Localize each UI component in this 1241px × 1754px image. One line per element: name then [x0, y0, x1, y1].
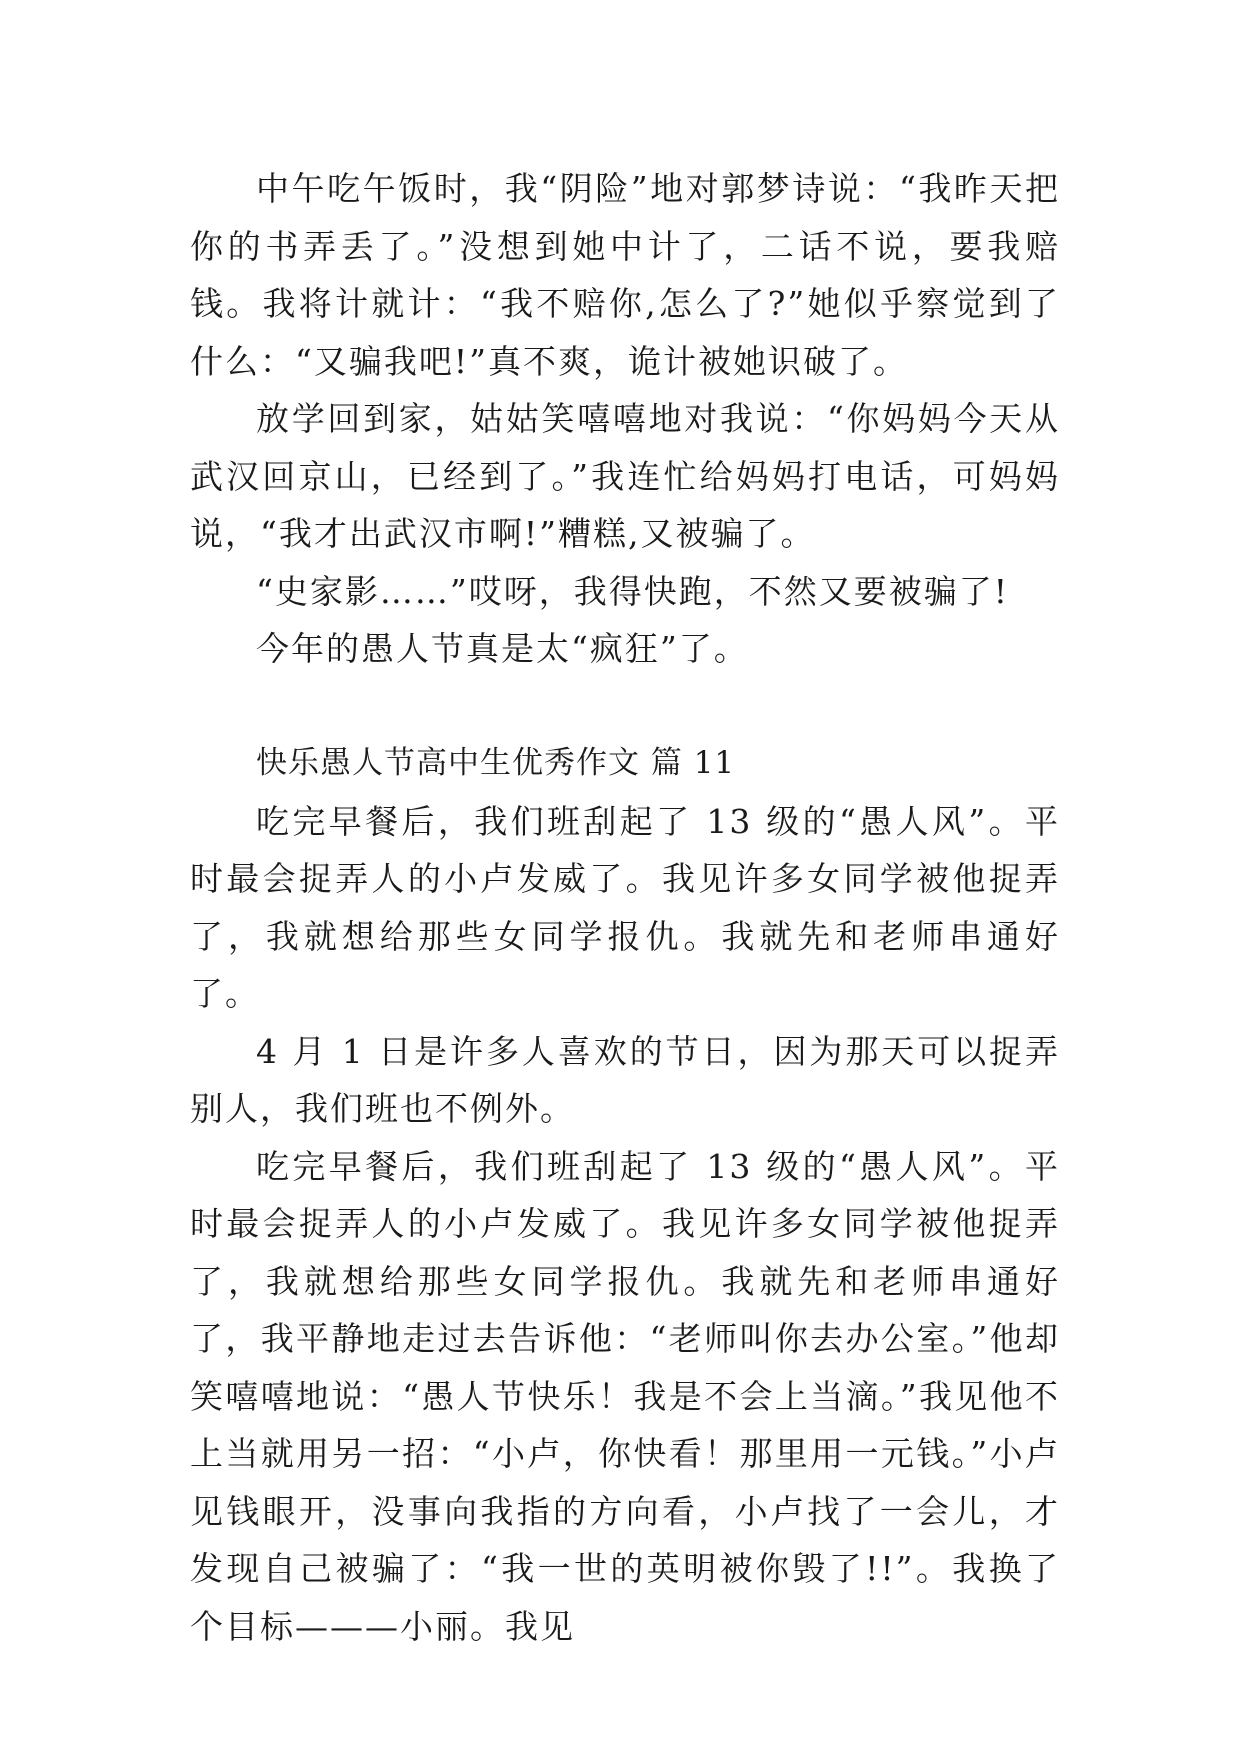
section-heading: 快乐愚人节高中生优秀作文 篇 11 [256, 745, 736, 781]
paragraph-run: “史家影……”哎呀，我得快跑，不然又要被骗了! [256, 571, 1010, 611]
section-spacer [190, 678, 1060, 736]
paragraph-lunch: 中午吃午饭时，我“阴险”地对郭梦诗说：“我昨天把你的书弄丢了。”没想到她中计了，二话不说，要我赔钱。我将计就计：“我不赔你,怎么了?”她似乎察觉到了什么：“又骗我吧!”真不爽，诡计被她识破了。 [190, 169, 1060, 381]
paragraph-breakfast-full: 吃完早餐后，我们班刮起了 13 级的“愚人风”。平时最会捉弄人的小卢发威了。我见许多女同学被他捉弄了，我就想给那些女同学报仇。我就先和老师串通好了，我平静地走过去告诉他：“老师叫你去办公室。”他却笑嘻嘻地说：“愚人节快乐！我是不会上当滴。”我见他不上当就用另一招：“小卢，你快看！那里用一元钱。”小卢见钱眼开，没事向我指的方向看，小卢找了一会儿，才发现自己被骗了：“我一世的英明被你毁了!!”。我换了个目标———小丽。我见 [190, 1146, 1060, 1646]
paragraph-home: 放学回到家，姑姑笑嘻嘻地对我说：“你妈妈今天从武汉回京山，已经到了。”我连忙给妈妈打电话，可妈妈说，“我才出武汉市啊!”糟糕,又被骗了。 [190, 399, 1060, 553]
paragraph-conclusion: 今年的愚人节真是太“疯狂”了。 [256, 629, 749, 668]
paragraph-april-first: 4 月 1 日是许多人喜欢的节日，因为那天可以捉弄别人，我们班也不例外。 [190, 1031, 1060, 1128]
paragraph-breakfast: 吃完早餐后，我们班刮起了 13 级的“愚人风”。平时最会捉弄人的小卢发威了。我见许多女同学被他捉弄了，我就想给那些女同学报仇。我就先和老师串通好了。 [190, 801, 1060, 1013]
document-body [190, 160, 1060, 1655]
